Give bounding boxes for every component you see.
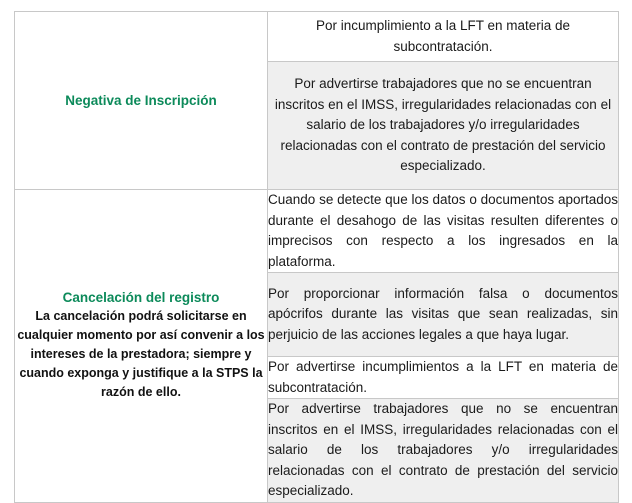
section-label-cell <box>15 190 268 503</box>
table-row <box>15 190 619 273</box>
reason-cell: Por proporcionar información falsa o documentos apócrifos durante las visitas que sean realizadas, sin perjuicio de las acciones legales a que haya lugar. <box>268 273 619 357</box>
reason-cell: Por incumplimiento a la LFT en materia de subcontratación. <box>268 12 619 62</box>
table-row <box>15 12 619 62</box>
registry-table <box>14 11 619 503</box>
reason-cell: Por advertirse trabajadores que no se encuentran inscritos en el IMSS, irregularidades relacionadas con el salario de los trabajadores y/o irregularidades relacionadas con el contrato de prestación del servicio especializado. <box>268 62 619 190</box>
reason-cell: Por advertirse incumplimientos a la LFT en materia de subcontratación. <box>268 357 619 399</box>
section-label-cell <box>15 12 268 190</box>
section-title: Cancelación del registro <box>62 290 220 306</box>
reason-cell: Cuando se detecte que los datos o documentos aportados durante el desahogo de las visitas resulten diferentes o imprecisos con respecto a los ingresados en la plataforma. <box>268 190 619 273</box>
reason-cell: Por advertirse trabajadores que no se encuentran inscritos en el IMSS, irregularidades relacionadas con el salario de los trabajadores y/o irregularidades relacionadas con el contrato de prestación del servicio especializado. <box>268 399 619 503</box>
section-title: Negativa de Inscripción <box>65 92 217 108</box>
section-note: La cancelación podrá solicitarse en cualquier momento por así convenir a los intereses de la prestadora; siempre y cuando exponga y justifique a la STPS la razón de ello. <box>17 309 265 400</box>
